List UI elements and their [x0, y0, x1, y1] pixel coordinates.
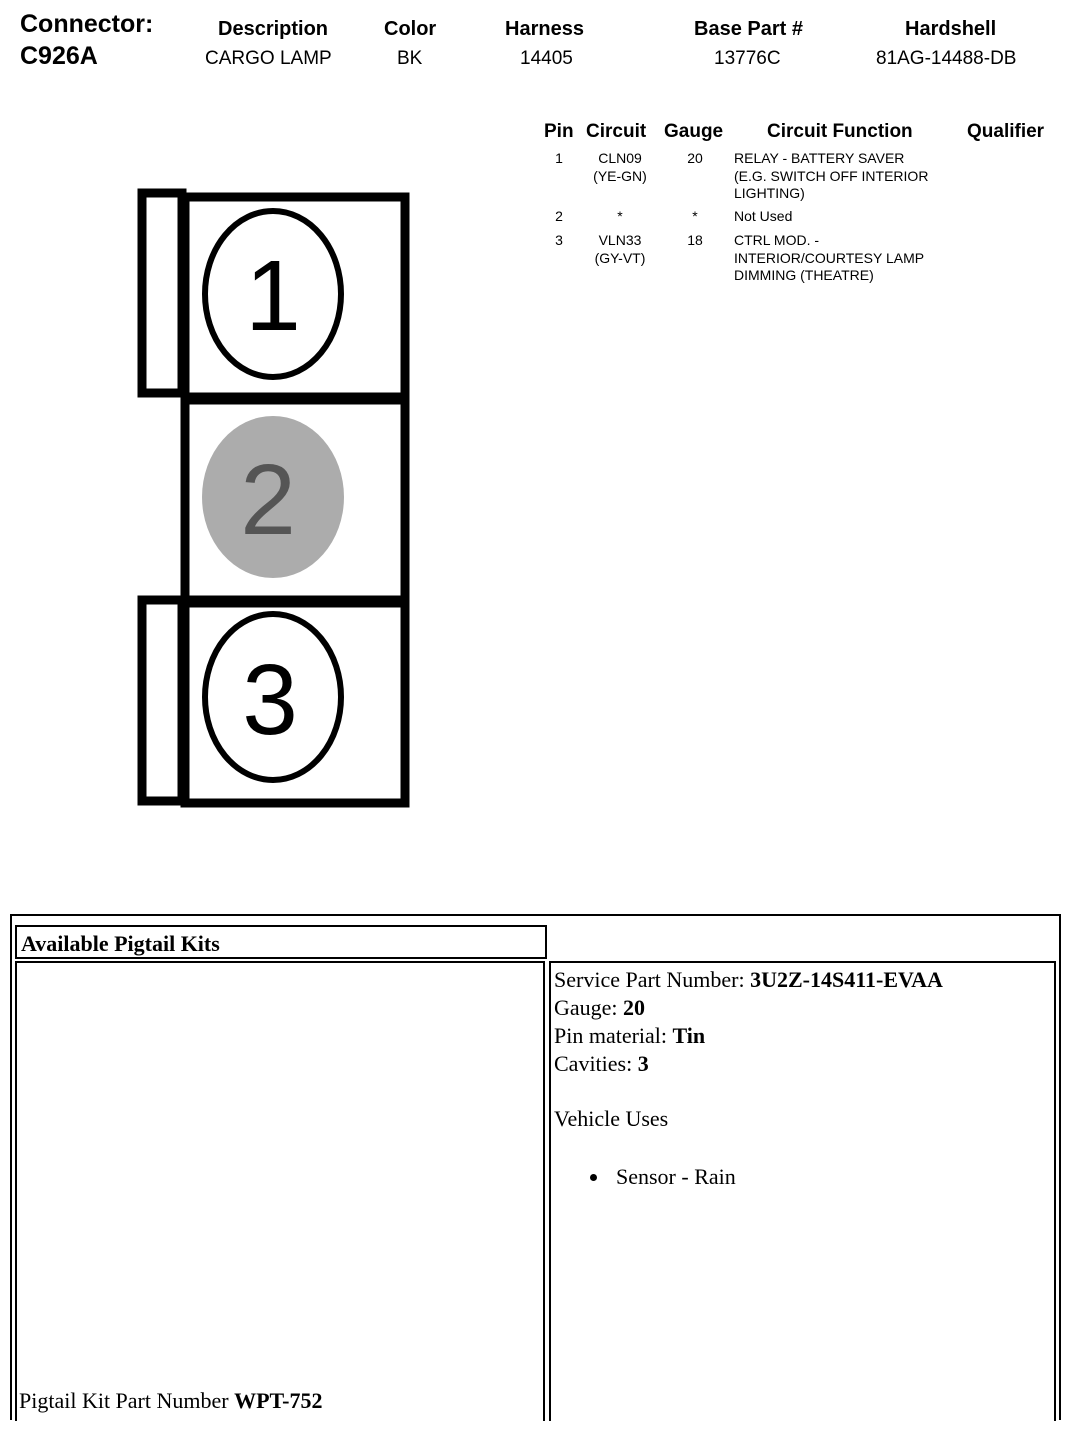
header-description-value: CARGO LAMP: [205, 48, 332, 69]
row-1-circuit: CLN09: [598, 150, 642, 166]
pin-1-label: 1: [245, 240, 301, 352]
circuit-header: Circuit: [586, 121, 647, 142]
row-1-function-line-3: LIGHTING): [734, 185, 805, 201]
cavities-info: Cavities: 3: [554, 1051, 649, 1076]
qualifier-header: Qualifier: [967, 121, 1045, 142]
pin-3-label: 3: [242, 644, 298, 756]
pin-1-cavity: [205, 211, 341, 377]
row-3-function-line-1: CTRL MOD. -: [734, 232, 820, 248]
header-color-label: Color: [384, 18, 437, 40]
header-hardshell-value: 81AG-14488-DB: [876, 48, 1017, 69]
pin-2-cavity: [202, 416, 344, 578]
header-harness-value: 14405: [520, 48, 573, 69]
header-hardshell-label: Hardshell: [905, 18, 997, 40]
pin-2-label: 2: [240, 444, 296, 556]
row-2-function-line-1: Not Used: [734, 208, 793, 224]
header-description-label: Description: [218, 18, 329, 40]
vehicle-use-item: Sensor - Rain: [554, 1163, 943, 1191]
row-3-pin: 3: [555, 232, 563, 248]
header-color-value: BK: [397, 48, 423, 69]
latch-tab-upper: [142, 193, 182, 393]
row-3-function-line-3: DIMMING (THEATRE): [734, 267, 874, 283]
connector-id: C926A: [20, 42, 98, 70]
gauge-info: Gauge: 20: [554, 995, 646, 1020]
row-3-circuit-color: (GY-VT): [594, 249, 646, 266]
connector-label: Connector:: [20, 10, 154, 38]
vehicle-uses-label: Vehicle Uses: [554, 1106, 669, 1131]
circuit-function-header: Circuit Function: [767, 121, 913, 142]
row-1-gauge: 20: [687, 150, 703, 166]
pigtail-details: [554, 966, 943, 1191]
row-3-gauge: 18: [687, 232, 703, 248]
connector-face-diagram: [130, 180, 420, 810]
row-1-circuit-color: (YE-GN): [593, 167, 647, 184]
gauge-header: Gauge: [664, 121, 724, 142]
pin-3-cavity: [205, 614, 341, 780]
row-2-pin: 2: [555, 208, 563, 224]
bullet-icon: [590, 1174, 597, 1181]
header-base-part-value: 13776C: [714, 48, 781, 69]
row-2-gauge: *: [692, 208, 698, 224]
row-1-function-line-2: (E.G. SWITCH OFF INTERIOR: [734, 167, 929, 184]
service-part-number: Service Part Number: 3U2Z-14S411-EVAA: [554, 967, 943, 992]
pigtail-image-cell: [15, 961, 545, 1421]
row-1-pin: 1: [555, 150, 563, 166]
header-harness-label: Harness: [505, 18, 584, 40]
pin-header: Pin: [544, 121, 574, 142]
pigtail-kits-title: Available Pigtail Kits: [15, 925, 547, 959]
latch-tab-lower: [142, 600, 182, 801]
row-3-circuit: VLN33: [598, 232, 642, 248]
pigtail-kit-part-number: Pigtail Kit Part Number WPT-752: [19, 1388, 323, 1413]
pigtail-kit-number: WPT-752: [234, 1388, 323, 1413]
row-2-circuit: *: [617, 208, 623, 224]
pin-material-info: Pin material: Tin: [554, 1023, 706, 1048]
row-1-function-line-1: RELAY - BATTERY SAVER: [734, 150, 905, 166]
header-base-part-label: Base Part #: [694, 18, 803, 40]
row-3-function-line-2: INTERIOR/COURTESY LAMP: [734, 249, 925, 266]
